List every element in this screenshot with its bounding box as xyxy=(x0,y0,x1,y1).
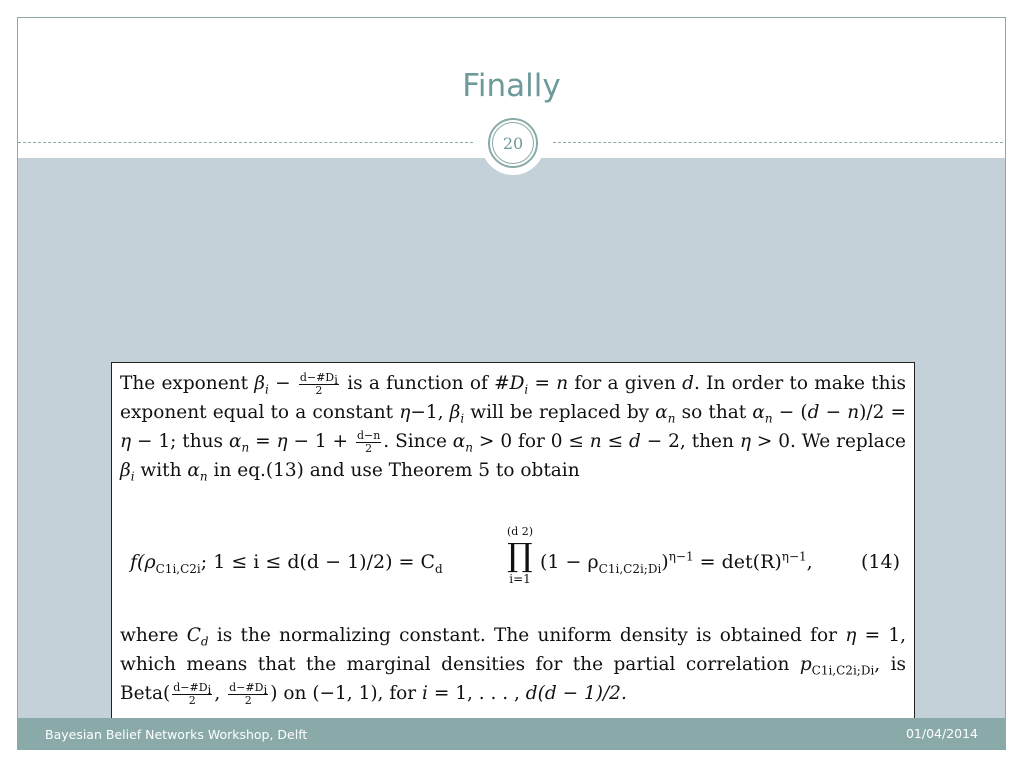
fraction: $\frac{d-n}{2}$ xyxy=(356,428,381,455)
equation-left: $f(\rho_{C1i,C2i}$; $1 \le i \le d(d - 1)/2) = C_d$ xyxy=(130,551,443,576)
equation-number: (14) xyxy=(860,551,900,573)
slide-title: Finally xyxy=(462,68,561,104)
slide-body xyxy=(18,158,1005,718)
fraction: $\frac{d-\#D_i}{2}$ xyxy=(173,680,212,707)
fraction: $\frac{d-\#D_i}{2}$ xyxy=(299,370,338,397)
footer-date: 01/04/2014 xyxy=(905,726,978,741)
product-operator: (d 2) ∏ i=1 xyxy=(506,525,534,586)
fraction: $\frac{d-\#D_i}{2}$ xyxy=(229,680,268,707)
slide-number: 20 xyxy=(492,122,534,164)
paragraph-conclusion: where $C_d$ is the normalizing constant. The uniform density is obtained for η = 1, which means that the marginal densities for the partial correlation $p_{C1i,C2i;Di}$, is Beta( $\frac{d-\#D_i}{2}$ , $\frac{d-\#D_i}{2}$ ) on (−1, 1), for i = 1, . . . , d(d − 1)/2. xyxy=(120,625,906,707)
header-divider-right xyxy=(553,142,1006,143)
footer-event-name: Bayesian Belief Networks Workshop, Delft xyxy=(45,727,308,742)
slide xyxy=(17,17,1006,750)
equation-right: $(1 - \rho_{C1i,C2i;Di})^{\eta-1} = \det(R)^{\eta-1}$, xyxy=(540,549,813,576)
paragraph-intro: The exponent $\beta_i$ − $\frac{d-\#D_i}{2}$ is a function of $\#D_i = n$ for a given d. In order to make this exponent equal to a constant η−1, $\beta_i$ will be replaced by $\alpha_n$ so that $\alpha_n - (d - n)/2 = \eta - 1$; thus $\alpha_n = \eta - 1$ + $\frac{d-n}{2}$ . Since $\alpha_n > 0$ for 0 ≤ n ≤ d − 2, then η > 0. We replace $\beta_i$ with $\alpha_n$ in eq.(13) and use Theorem 5 to obtain xyxy=(120,370,907,484)
slide-footer xyxy=(18,718,1005,750)
equation-14 xyxy=(130,521,900,605)
header-divider-left xyxy=(18,142,473,143)
content-box xyxy=(111,362,915,726)
